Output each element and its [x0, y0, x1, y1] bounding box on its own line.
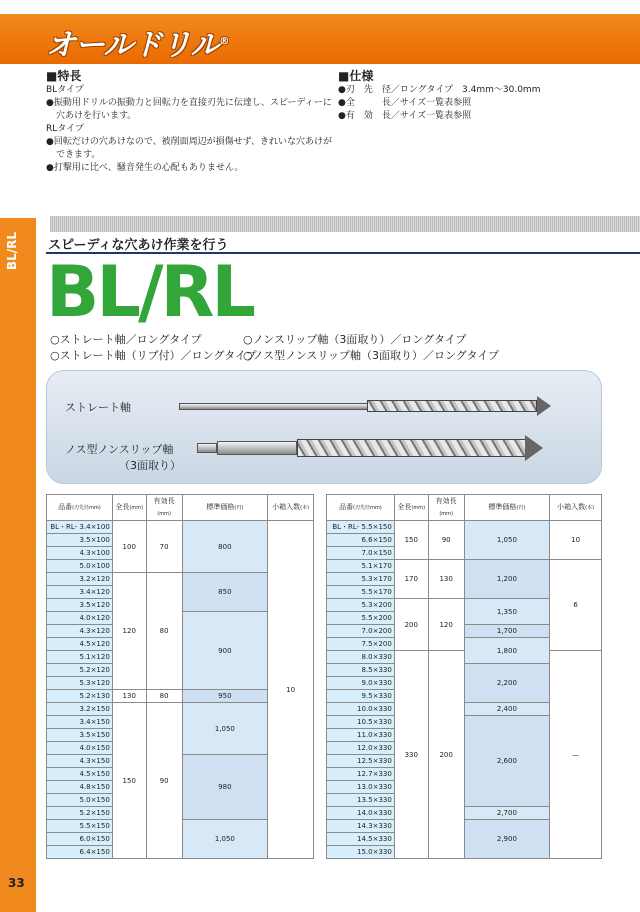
price-cell: 2,900	[464, 820, 550, 859]
part-cell: 5.1×120	[47, 651, 113, 664]
part-cell: 7.0×200	[327, 625, 395, 638]
rl-feature-item: ●打撃用に比べ、騒音発生の心配もありません。	[46, 163, 244, 173]
length-cell: 200	[394, 599, 428, 651]
types-right	[243, 332, 499, 364]
type-item: ○ストレート軸（リブ付）／ロングタイプ	[50, 349, 257, 362]
eff-cell: 120	[428, 599, 464, 651]
nos-drill-tip	[525, 435, 543, 461]
eff-cell: 90	[146, 703, 182, 859]
part-cell: 5.2×130	[47, 690, 113, 703]
sidebar-label: BL/RL	[5, 232, 19, 271]
length-cell: 330	[394, 651, 428, 859]
table-row	[327, 651, 602, 664]
part-cell: 7.0×150	[327, 547, 395, 560]
sidebar	[0, 218, 36, 912]
product-title: オールドリル®	[46, 28, 229, 63]
price-cell: 900	[182, 612, 268, 690]
length-cell: 170	[394, 560, 428, 599]
header-box: 小箱入数(本)	[268, 495, 314, 521]
nos-drill-flute	[297, 439, 527, 457]
part-cell: BL・RL- 5.5×150	[327, 521, 395, 534]
price-cell: 2,400	[464, 703, 550, 716]
table-row	[47, 521, 314, 534]
part-cell: 5.3×120	[47, 677, 113, 690]
rl-feature-item: ●回転だけの穴あけなので、被削面周辺が損傷せず、きれいな穴あけができます。	[46, 137, 332, 160]
length-cell: 100	[112, 521, 146, 573]
eff-cell: 130	[428, 560, 464, 599]
price-cell: 1,050	[182, 703, 268, 755]
features-heading: ■特長	[46, 69, 82, 83]
part-cell: 3.4×150	[47, 716, 113, 729]
features-section	[46, 70, 336, 175]
length-cell: 120	[112, 573, 146, 690]
part-cell: 5.0×150	[47, 794, 113, 807]
size-table-left	[46, 494, 314, 859]
specs-heading: ■仕様	[338, 69, 374, 83]
nos-drill-end	[197, 443, 217, 453]
price-cell: 2,600	[464, 716, 550, 807]
part-cell: 3.4×120	[47, 586, 113, 599]
box-cell: 10	[268, 521, 314, 859]
part-cell: 5.2×120	[47, 664, 113, 677]
model-name: BL/RL	[46, 251, 254, 333]
part-cell: 12.0×330	[327, 742, 395, 755]
box-cell: 6	[550, 560, 602, 651]
part-cell: 13.5×330	[327, 794, 395, 807]
part-cell: 5.3×170	[327, 573, 395, 586]
header-eff: 有効長(mm)	[428, 495, 464, 521]
spec-item: ●全 長／サイズ一覧表参照	[338, 98, 472, 108]
header-length: 全長(mm)	[112, 495, 146, 521]
part-cell: 3.2×120	[47, 573, 113, 586]
drill-illustration	[46, 370, 602, 484]
price-cell: 1,350	[464, 599, 550, 625]
table-row	[327, 560, 602, 573]
part-cell: 5.5×170	[327, 586, 395, 599]
part-cell: 14.5×330	[327, 833, 395, 846]
length-cell: 150	[394, 521, 428, 560]
size-table-right	[326, 494, 602, 859]
part-cell: BL・RL- 3.4×100	[47, 521, 113, 534]
header-price: 標準価格(円)	[464, 495, 550, 521]
straight-drill-flute	[367, 400, 537, 412]
part-cell: 4.8×150	[47, 781, 113, 794]
price-cell: 1,050	[464, 521, 550, 560]
part-cell: 3.2×150	[47, 703, 113, 716]
type-item: ○ストレート軸／ロングタイプ	[50, 333, 202, 346]
header-length: 全長(mm)	[394, 495, 428, 521]
header-part: 品番(刃先径mm)	[327, 495, 395, 521]
part-cell: 12.5×330	[327, 755, 395, 768]
part-cell: 8.0×330	[327, 651, 395, 664]
part-cell: 5.3×200	[327, 599, 395, 612]
part-cell: 7.5×200	[327, 638, 395, 651]
part-cell: 4.3×150	[47, 755, 113, 768]
part-cell: 6.6×150	[327, 534, 395, 547]
part-cell: 5.0×100	[47, 560, 113, 573]
type-item: ○ノス型ノンスリップ軸（3面取り）／ロングタイプ	[243, 349, 499, 362]
part-cell: 13.0×330	[327, 781, 395, 794]
straight-drill-shank	[179, 403, 369, 410]
part-cell: 4.5×150	[47, 768, 113, 781]
part-cell: 11.0×330	[327, 729, 395, 742]
part-cell: 5.2×150	[47, 807, 113, 820]
title-banner	[0, 14, 640, 64]
part-cell: 9.0×330	[327, 677, 395, 690]
specs-section	[338, 70, 628, 123]
nos-shank-label: ノス型ノンスリップ軸	[65, 443, 174, 456]
eff-cell: 70	[146, 521, 182, 573]
nos-drill-shank	[217, 441, 297, 455]
bl-type-label: BLタイプ	[46, 85, 84, 95]
price-cell: 980	[182, 755, 268, 820]
bl-feature-item: ●振動用ドリルの振動力と回転力を直接刃先に伝達し、スピーディーに穴あけを行います。	[46, 98, 332, 121]
part-cell: 10.5×330	[327, 716, 395, 729]
header-price: 標準価格(円)	[182, 495, 268, 521]
part-cell: 6.0×150	[47, 833, 113, 846]
page-number: 33	[8, 876, 25, 890]
price-cell: 1,700	[464, 625, 550, 638]
header-box: 小箱入数(本)	[550, 495, 602, 521]
part-cell: 5.1×170	[327, 560, 395, 573]
part-cell: 4.0×120	[47, 612, 113, 625]
part-cell: 4.3×120	[47, 625, 113, 638]
part-cell: 3.5×100	[47, 534, 113, 547]
table-row	[327, 521, 602, 534]
price-cell: 1,200	[464, 560, 550, 599]
part-cell: 5.5×200	[327, 612, 395, 625]
length-cell: 150	[112, 703, 146, 859]
type-item: ○ノンスリップ軸（3面取り）／ロングタイプ	[243, 333, 467, 346]
price-cell: 1,800	[464, 638, 550, 664]
part-cell: 10.0×330	[327, 703, 395, 716]
price-cell: 1,050	[182, 820, 268, 859]
part-cell: 5.5×150	[47, 820, 113, 833]
part-cell: 8.5×330	[327, 664, 395, 677]
part-cell: 3.5×150	[47, 729, 113, 742]
divider-bar	[50, 216, 640, 232]
straight-shank-label: ストレート軸	[65, 401, 131, 414]
part-cell: 4.5×120	[47, 638, 113, 651]
part-cell: 12.7×330	[327, 768, 395, 781]
rl-type-label: RLタイプ	[46, 124, 84, 134]
eff-cell: 90	[428, 521, 464, 560]
straight-drill-tip	[537, 396, 551, 416]
types-left	[50, 332, 257, 364]
part-cell: 14.0×330	[327, 807, 395, 820]
headline: スピーディな穴あけ作業を行う	[46, 234, 640, 254]
part-cell: 6.4×150	[47, 846, 113, 859]
price-cell: 850	[182, 573, 268, 612]
price-cell: 950	[182, 690, 268, 703]
price-cell: 800	[182, 521, 268, 573]
nos-shank-sub: （3面取り）	[119, 459, 181, 472]
part-cell: 4.3×100	[47, 547, 113, 560]
header-part: 品番(刃先径mm)	[47, 495, 113, 521]
part-cell: 3.5×120	[47, 599, 113, 612]
eff-cell: 80	[146, 573, 182, 690]
spec-item: ●有 効 長／サイズ一覧表参照	[338, 111, 472, 121]
length-cell: 130	[112, 690, 146, 703]
part-cell: 4.0×150	[47, 742, 113, 755]
spec-item: ●刃 先 径／ロングタイプ 3.4mm〜30.0mm	[338, 85, 541, 95]
price-cell: 2,200	[464, 664, 550, 703]
box-cell: 10	[550, 521, 602, 560]
box-cell: —	[550, 651, 602, 859]
price-cell: 2,700	[464, 807, 550, 820]
part-cell: 15.0×330	[327, 846, 395, 859]
part-cell: 9.5×330	[327, 690, 395, 703]
eff-cell: 200	[428, 651, 464, 859]
header-eff: 有効長(mm)	[146, 495, 182, 521]
eff-cell: 80	[146, 690, 182, 703]
part-cell: 14.3×330	[327, 820, 395, 833]
